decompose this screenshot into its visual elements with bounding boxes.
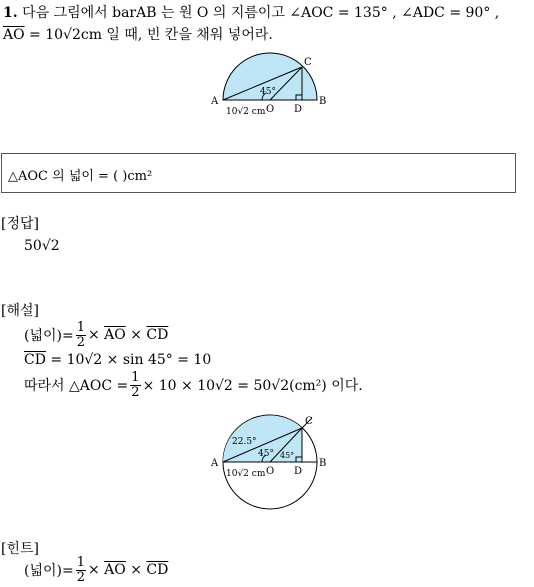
solution-label: [해설] <box>1 303 39 319</box>
area-prefix: (넓이)= <box>24 328 74 344</box>
label-angle-a: 22.5° <box>232 437 257 447</box>
segment-cd: $\overline{CD}$ <box>146 562 169 578</box>
label-b: B <box>319 96 327 107</box>
solution-line1 <box>24 318 168 352</box>
hint-label: [힌트] <box>1 541 39 557</box>
label-length: 10√2 cm <box>226 107 266 117</box>
label-length: 10√2 cm <box>226 469 266 479</box>
frac-num: 1 <box>76 319 85 335</box>
label-a: A <box>211 96 219 107</box>
circle-figure <box>208 408 328 512</box>
area-result: × 10 × 10√2 = 50√2(cm²) 이다. <box>142 378 363 394</box>
frac-den: 2 <box>131 384 140 400</box>
frac-num: 1 <box>131 369 140 385</box>
label-b: B <box>319 458 327 469</box>
cd-calc: = 10√2 × sin 45° = 10 <box>45 352 212 368</box>
solution-line3 <box>24 368 363 402</box>
therefore-prefix: 따라서 △AOC = <box>24 378 129 394</box>
fraction-half <box>76 321 86 350</box>
problem-text-2: = 10√2cm 일 때, 빈 칸을 채워 넣어라. <box>24 27 273 43</box>
segment-ao: $\overline{AO}$ <box>104 327 126 343</box>
frac-den: 2 <box>76 334 85 350</box>
answer-value: 50√2 <box>24 238 60 254</box>
label-o: O <box>266 466 275 477</box>
times-sign: × <box>130 327 142 343</box>
segment-ao: $\overline{AO}$ <box>104 562 126 578</box>
times-sign: × <box>87 562 100 578</box>
label-d: D <box>294 466 303 477</box>
hint-line1 <box>24 553 168 587</box>
label-o: O <box>266 104 275 115</box>
times-sign: × <box>87 327 100 343</box>
label-c: C <box>304 57 312 68</box>
fraction-half <box>130 371 140 400</box>
solution-line2 <box>24 352 211 368</box>
label-c: C <box>305 416 313 427</box>
segment-ao: $\overline{AO}$ <box>3 27 25 43</box>
semicircle-figure <box>208 52 328 122</box>
label-d: D <box>294 104 303 115</box>
problem-number: 1. <box>3 5 18 21</box>
segment-cd: $\overline{CD}$ <box>146 327 169 343</box>
frac-num: 1 <box>76 554 85 570</box>
problem-text-1: 다음 그림에서 barAB 는 원 O 의 지름이고 ∠AOC = 135° , ∠ADC = 90° , <box>22 5 500 21</box>
segment-cd: $\overline{CD}$ <box>24 352 46 368</box>
problem-line2 <box>3 24 273 44</box>
answer-label: [정답] <box>1 216 39 232</box>
area-prefix: (넓이)= <box>24 563 74 579</box>
problem-line1 <box>3 2 499 22</box>
label-angle: 45° <box>260 87 276 97</box>
label-angle-o: 45° <box>258 449 274 459</box>
label-angle-d: 45° <box>280 451 295 460</box>
label-a: A <box>211 458 219 469</box>
times-sign: × <box>130 562 142 578</box>
fraction-half <box>76 556 86 585</box>
frac-den: 2 <box>76 569 85 585</box>
answer-box-text: △AOC 의 넓이 = ( )cm² <box>8 169 153 184</box>
